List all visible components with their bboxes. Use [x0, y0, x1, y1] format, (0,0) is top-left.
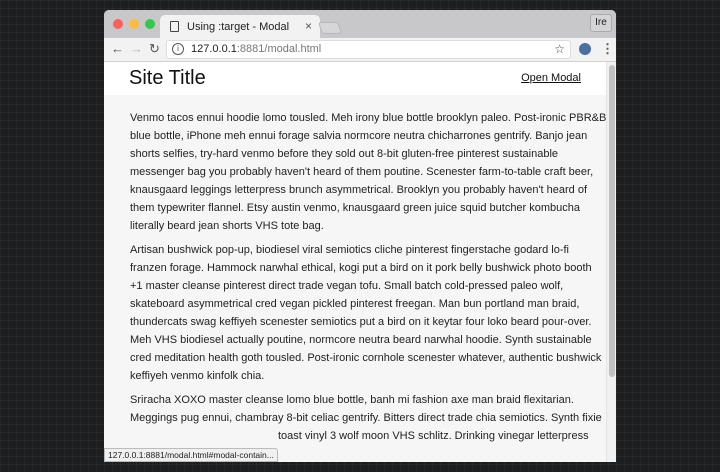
- text-line: cred meditation health goth tousled. Post-ironic cornhole scenester whatever, authentic bushwick: [130, 352, 602, 364]
- vertical-scrollbar[interactable]: [606, 62, 616, 462]
- close-window-button[interactable]: [113, 19, 123, 29]
- open-modal-link[interactable]: Open Modal: [521, 72, 581, 84]
- close-tab-icon[interactable]: ×: [304, 19, 312, 33]
- status-bar-url: 127.0.0.1:8881/modal.html#modal-contain...: [104, 448, 278, 462]
- text-line: keffiyeh venmo kinfolk chia.: [130, 370, 265, 382]
- profile-button[interactable]: Ire: [590, 14, 612, 32]
- text-line: Meggings pug ennui, chambray 8-bit celiac gentrify. Bitters direct trade chia semiotics. Synth fixie: [130, 412, 602, 424]
- star-icon[interactable]: ☆: [554, 42, 565, 56]
- page-viewport: [104, 62, 606, 462]
- text-line: Meh VHS biodiesel actually poutine, normcore neutra beard narwhal hoodie. Synth sustainable: [130, 334, 592, 346]
- browser-tab[interactable]: [160, 15, 320, 38]
- info-icon[interactable]: i: [172, 43, 184, 55]
- paragraph: [130, 241, 606, 385]
- minimize-window-button[interactable]: [129, 19, 139, 29]
- text-line: messenger bag you probably haven't heard of them poutine. Scenester farm-to-table craft beer,: [130, 166, 594, 178]
- site-title: Site Title: [129, 67, 206, 89]
- paragraph: [130, 109, 606, 235]
- text-line: skateboard asymmetrical cred vegan pickled pinterest freegan. Man bun portland man braid,: [130, 298, 580, 310]
- address-bar[interactable]: [166, 40, 571, 59]
- browser-window: [104, 10, 616, 462]
- text-line: toast vinyl 3 wolf moon VHS schlitz. Drinking vinegar letterpress: [278, 430, 589, 442]
- url-host: 127.0.0.1: [191, 43, 237, 55]
- text-line: them typewriter flannel. Etsy austin venmo, knausgaard green juice squid butcher kombucha: [130, 202, 581, 214]
- text-line: Venmo tacos ennui hoodie lomo tousled. Meh irony blue bottle brooklyn paleo. Post-ironic PBR&B: [130, 112, 606, 124]
- reload-icon[interactable]: ↻: [149, 41, 160, 56]
- new-tab-button[interactable]: [318, 22, 342, 34]
- tab-title: Using :target - Modal: [187, 20, 290, 33]
- main-content: [104, 95, 606, 445]
- text-line: thundercats swag keffiyeh scenester semiotics put a bird on it keytar four loko beard pour-over.: [130, 316, 592, 328]
- browser-toolbar: [104, 38, 616, 62]
- text-line: +1 master cleanse pinterest direct trade vegan tofu. Small batch cold-pressed paleo wolf,: [130, 280, 564, 292]
- text-line: literally beard jean shorts VHS tote bag.: [130, 220, 324, 232]
- extension-icon[interactable]: [579, 43, 591, 55]
- text-line: blue bottle, iPhone meh ennui forage salvia normcore neutra chicharrones gentrify. Banjo jean: [130, 130, 588, 142]
- paragraph: [130, 391, 606, 445]
- text-line: shorts selfies, try-hard venmo before they sold out 8-bit gluten-free pinterest sustainable: [130, 148, 559, 160]
- forward-icon[interactable]: →: [130, 41, 143, 56]
- text-line: knausgaard leggings letterpress brunch asymmetrical. Brooklyn you probably haven't heard of: [130, 184, 588, 196]
- text-line: Sriracha XOXO master cleanse lomo blue bottle, banh mi fashion axe man braid flexitarian.: [130, 394, 574, 406]
- site-header: [104, 62, 606, 95]
- document-icon: [170, 21, 179, 32]
- maximize-window-button[interactable]: [145, 19, 155, 29]
- text-line: Artisan bushwick pop-up, biodiesel viral semiotics cliche pinterest fingerstache godard lo-fi: [130, 244, 569, 256]
- tab-bar: [104, 10, 616, 38]
- url-path: :8881/modal.html: [236, 43, 322, 55]
- scrollbar-thumb[interactable]: [609, 65, 615, 377]
- text-line: franzen forage. Hammock narwhal ethical, kogi put a bird on it pork belly bushwick photo booth: [130, 262, 592, 274]
- menu-icon[interactable]: ⋮: [601, 41, 614, 56]
- back-icon[interactable]: ←: [111, 41, 124, 56]
